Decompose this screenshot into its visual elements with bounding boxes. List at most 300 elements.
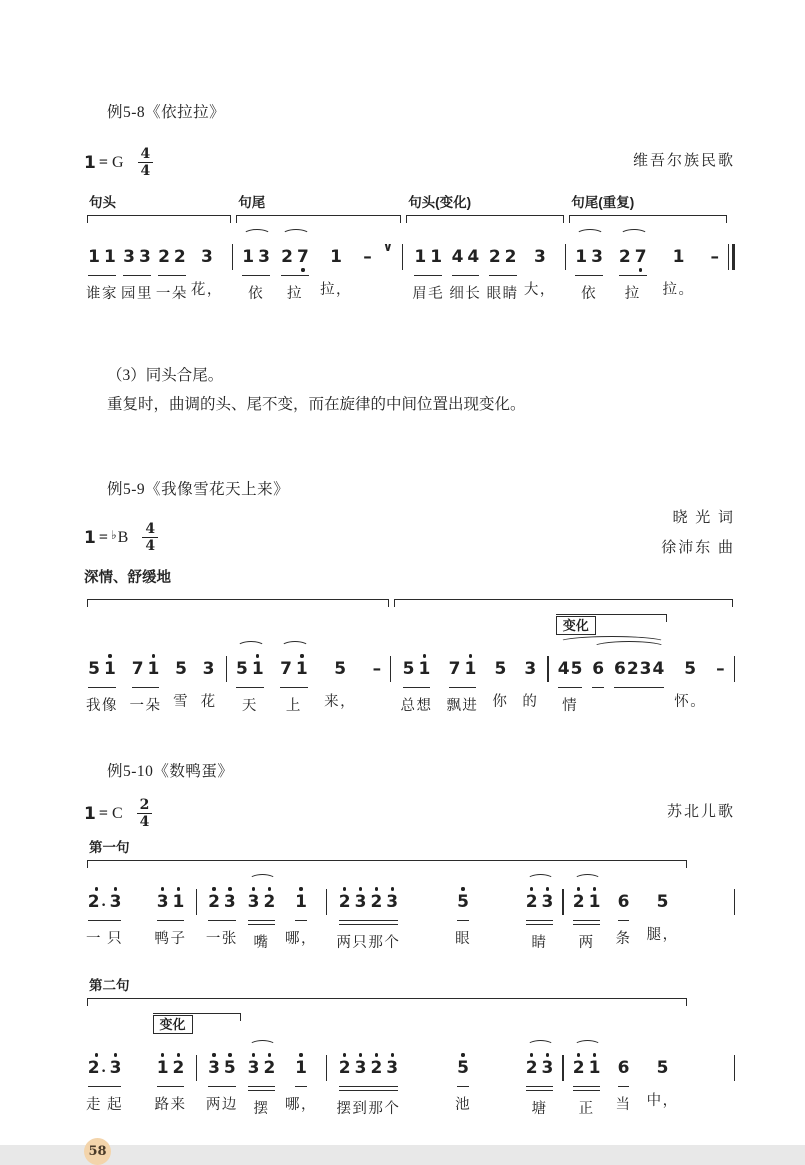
- beam-group: [339, 886, 398, 926]
- duration-underline: [248, 920, 276, 922]
- jianpu-note: [464, 653, 476, 685]
- lyric-syllable: 情: [562, 698, 579, 714]
- duration-underline: [526, 1086, 554, 1088]
- note-number-row: [88, 892, 106, 912]
- beam-group: [242, 241, 270, 277]
- duration-underline: [132, 687, 160, 689]
- jianpu-note: [355, 1052, 367, 1084]
- note-number-row: [297, 247, 309, 267]
- note-number-row: [132, 659, 144, 679]
- lyric-syllable: 依: [581, 286, 598, 302]
- note-row: [684, 653, 696, 685]
- note-number: 2: [370, 1058, 383, 1078]
- lyric-syllable: 嘴: [253, 935, 270, 951]
- note-group: [616, 886, 632, 948]
- note-row: [618, 886, 630, 918]
- note-number-row: [263, 892, 275, 912]
- beam-group: [280, 653, 308, 689]
- note-number: –: [710, 247, 719, 267]
- jianpu-note: [494, 653, 506, 685]
- note-row: [175, 653, 187, 685]
- note-row: [208, 1052, 236, 1084]
- jianpu-note: [242, 241, 254, 273]
- example-5-8-title: 例5-8《依拉拉》: [107, 104, 226, 121]
- note-number: 1: [104, 659, 116, 679]
- jianpu-note: [248, 1052, 260, 1084]
- note-number-row: [383, 237, 393, 257]
- lyric-syllable: 两: [578, 935, 595, 951]
- note-row: [494, 653, 506, 685]
- jianpu-note: [558, 653, 570, 685]
- measure: [84, 872, 196, 948]
- note-number-row: [592, 659, 604, 679]
- note-number-row: [467, 247, 479, 267]
- note-number: 5: [570, 659, 583, 679]
- lyric-syllable: 眼睛: [486, 286, 519, 302]
- lyric-syllable: 依: [248, 286, 265, 302]
- duration-underline: [248, 924, 276, 926]
- measure: [549, 639, 734, 715]
- jianpu-note: [148, 653, 160, 685]
- note-row: [363, 241, 372, 273]
- note-number-row: [248, 892, 260, 912]
- phrase-bracket: [87, 215, 231, 223]
- note-number: 5: [684, 659, 697, 679]
- barline: [734, 656, 735, 682]
- variation-bracket: [153, 1013, 241, 1021]
- note-number-row: [526, 1058, 538, 1078]
- note-number: 5: [88, 659, 100, 679]
- note-number-row: [373, 659, 382, 679]
- note-number-row: [88, 247, 100, 267]
- key-tonic-number: 1: [84, 527, 96, 548]
- high-octave-dot: [177, 1053, 180, 1056]
- note-number-row: [248, 1058, 260, 1078]
- jianpu-note: [104, 241, 116, 273]
- note-number: 1: [104, 247, 116, 267]
- example-5-9-key-row: [84, 503, 735, 587]
- phrase-bracket: [236, 215, 401, 223]
- note-row: [673, 241, 685, 273]
- note-row: [88, 241, 116, 273]
- note-row: [339, 1052, 398, 1084]
- note-number-row: [158, 247, 170, 267]
- note-number: 1: [88, 247, 100, 267]
- jianpu-note: [635, 241, 647, 273]
- key-and-tempo: [84, 503, 171, 587]
- note-number: 1: [330, 247, 342, 267]
- jianpu-note: [123, 241, 135, 273]
- notation-system: [84, 597, 735, 715]
- lyric-syllable: 摆: [253, 1101, 270, 1117]
- beam-group: [618, 1052, 630, 1088]
- note-number-row: [295, 1058, 307, 1078]
- note-number-row: [355, 892, 367, 912]
- key-signature: [84, 797, 152, 830]
- jianpu-note: [339, 886, 351, 918]
- note-group: [526, 1052, 554, 1118]
- body-text-line: 重复时，曲调的头、尾不变，而在旋律的中间位置出现变化。: [107, 396, 526, 413]
- augmentation-dot: .: [101, 1059, 106, 1076]
- note-row: [280, 653, 308, 685]
- note-group: [363, 241, 372, 296]
- note-number-row: [657, 1058, 669, 1078]
- key-signature: [84, 146, 153, 179]
- note-group: [285, 886, 317, 948]
- high-octave-dot: [375, 887, 378, 890]
- jianpu-note: [88, 653, 100, 685]
- lyric-syllable: 天: [241, 698, 258, 714]
- beam-group: [248, 1052, 276, 1092]
- lyric-syllable: 两边: [205, 1097, 238, 1113]
- duration-underline: [573, 920, 601, 922]
- jianpu-note: [157, 886, 169, 918]
- note-row: [526, 1052, 554, 1084]
- variation-label: 变化: [556, 616, 596, 635]
- note-row: [373, 653, 382, 685]
- jianpu-note: [619, 241, 631, 273]
- note-row: [158, 241, 186, 273]
- jianpu-note: [591, 241, 603, 273]
- jianpu-note: [575, 241, 587, 273]
- note-number: 4: [652, 659, 665, 679]
- jianpu-note: [386, 886, 398, 918]
- note-row: [157, 886, 185, 918]
- note-number: 1: [295, 892, 307, 912]
- jianpu-note: [673, 241, 685, 273]
- beam-group: [414, 241, 442, 277]
- note-group: [280, 653, 308, 715]
- jianpu-note: [208, 886, 220, 918]
- note-number: 5: [656, 892, 669, 912]
- lyric-syllable: 花，: [190, 282, 223, 298]
- note-group: [400, 653, 432, 715]
- duration-underline: [457, 920, 469, 922]
- note-number: 3: [541, 1058, 554, 1078]
- note-number-row: [573, 1058, 585, 1078]
- beam-group: [339, 1052, 398, 1092]
- note-number: 2: [626, 659, 639, 679]
- note-row: [208, 886, 236, 918]
- note-number-row: [526, 892, 538, 912]
- note-number: 2: [338, 1058, 351, 1078]
- note-number-row: [653, 659, 665, 679]
- jianpu-note: [457, 886, 469, 918]
- beam-group: [673, 241, 685, 273]
- note-number-row: [295, 892, 307, 912]
- high-octave-dot: [530, 887, 533, 890]
- high-octave-dot: [299, 887, 302, 890]
- notation-system: [84, 976, 735, 1118]
- note-number-row: [252, 659, 264, 679]
- lyric-syllable: 上: [285, 698, 302, 714]
- note-number: 3: [386, 1058, 399, 1078]
- note-group: [573, 1052, 601, 1118]
- jianpu-note: [110, 886, 122, 918]
- note-number: 3: [639, 659, 652, 679]
- beam-group: [684, 653, 696, 685]
- jianpu-note: [104, 653, 116, 685]
- note-group: [524, 241, 556, 299]
- note-number-row: [494, 659, 506, 679]
- duration-underline: [88, 920, 122, 922]
- jianpu-note: [158, 241, 170, 273]
- note-row: [573, 1052, 601, 1084]
- credit-block: [633, 146, 735, 176]
- beam-group: [716, 653, 725, 685]
- note-number-row: [489, 247, 501, 267]
- note-number: 4: [467, 247, 480, 267]
- note-number-row: [203, 659, 215, 679]
- note-number-row: [104, 247, 116, 267]
- key-tonic-letter: C: [111, 804, 123, 822]
- duration-underline: [573, 1090, 601, 1092]
- measure: [327, 1038, 562, 1118]
- beam-group: [88, 241, 116, 277]
- duration-underline: [339, 1086, 398, 1088]
- note-group: [285, 1052, 317, 1114]
- octave-dot-slot-low: [301, 267, 304, 273]
- note-group: [336, 1052, 400, 1118]
- page-number-badge: [84, 1138, 111, 1165]
- note-group: [449, 241, 481, 303]
- beam-group: [575, 241, 603, 277]
- notation-system: [84, 193, 735, 303]
- beam-group: [236, 653, 264, 689]
- note-group: [575, 241, 603, 303]
- phrase-bracket: [394, 599, 732, 607]
- measure: [84, 1038, 196, 1114]
- note-group: [155, 886, 187, 948]
- lyric-syllable: 腿，: [646, 927, 679, 943]
- jianpu-note: [173, 1052, 185, 1084]
- note-number: 5: [175, 659, 187, 679]
- note-number-row: [370, 1058, 382, 1078]
- note-group: [522, 653, 538, 711]
- duration-underline: [208, 1086, 236, 1088]
- note-number: 5: [457, 892, 469, 912]
- jianpu-note: [386, 1052, 398, 1084]
- note-number-row: [571, 659, 583, 679]
- note-number: 1: [156, 1058, 169, 1078]
- key-signature: [84, 521, 171, 554]
- jianpu-note: [589, 1052, 601, 1084]
- duration-underline: [618, 1086, 630, 1088]
- lyric-syllable: 一 只: [86, 931, 124, 947]
- note-row: [334, 653, 346, 685]
- jianpu-note: [295, 886, 307, 918]
- note-row: [123, 241, 151, 273]
- credit-block: [661, 503, 735, 563]
- note-number: 5: [402, 659, 415, 679]
- example-5-9-title: 例5-9《我像雪花天上来》: [107, 481, 290, 498]
- jianpu-note: [174, 241, 186, 273]
- note-number-row: [386, 1058, 398, 1078]
- note-number-row: [635, 247, 647, 267]
- high-octave-dot: [95, 1053, 98, 1056]
- jianpu-note: [236, 653, 248, 685]
- note-number-row: [575, 247, 587, 267]
- duration-underline: [242, 275, 270, 277]
- jianpu-note: [224, 886, 236, 918]
- note-number-row: [339, 1058, 351, 1078]
- duration-underline: [248, 1090, 276, 1092]
- high-octave-dot: [161, 887, 164, 890]
- duration-underline: [157, 1086, 185, 1088]
- credit-block: [667, 797, 735, 827]
- beam-group: [614, 653, 664, 689]
- duration-underline: [295, 920, 307, 922]
- note-group: [281, 241, 309, 303]
- jianpu-note: [295, 1052, 307, 1084]
- note-group: [716, 653, 725, 708]
- duration-underline: [248, 1086, 276, 1088]
- high-octave-dot: [469, 654, 472, 657]
- meter-numerator: 4: [142, 521, 158, 538]
- note-number: 2: [525, 1058, 538, 1078]
- jianpu-note: [614, 653, 626, 685]
- note-number: 1: [414, 247, 427, 267]
- note-number: 2: [618, 247, 631, 267]
- lyric-syllable: 总想: [400, 698, 433, 714]
- measure: [564, 872, 688, 952]
- meter-denominator: 4: [145, 538, 156, 554]
- lyric-syllable: 我像: [86, 698, 118, 714]
- high-octave-dot: [300, 654, 303, 657]
- note-number: 7: [297, 247, 309, 267]
- note-row: [281, 241, 309, 273]
- note-group: [248, 1052, 276, 1118]
- note-row: [716, 653, 725, 685]
- beam-group: [330, 241, 342, 273]
- note-number-row: [175, 659, 187, 679]
- jianpu-note: [248, 886, 260, 918]
- duration-underline: [208, 920, 236, 922]
- note-number-row: [542, 892, 554, 912]
- beam-group: [203, 653, 215, 685]
- measure: [391, 639, 547, 715]
- high-octave-dot: [252, 1053, 255, 1056]
- note-number-row: [157, 1058, 169, 1078]
- note-number-row: [505, 247, 517, 267]
- jianpu-note: [573, 1052, 585, 1084]
- staff-row: [84, 639, 735, 715]
- note-row: [201, 241, 213, 273]
- high-octave-dot: [593, 887, 596, 890]
- duration-underline: [414, 275, 442, 277]
- note-number: 3: [109, 1058, 122, 1078]
- note-group: [455, 886, 471, 948]
- note-number-row: [640, 659, 652, 679]
- note-number: 2: [173, 247, 186, 267]
- beam-group: [457, 1052, 469, 1088]
- note-group: [156, 241, 188, 303]
- note-number-row: [573, 892, 585, 912]
- lyric-syllable: 雪: [173, 694, 190, 710]
- jianpu-note: [201, 241, 213, 273]
- high-octave-dot: [114, 1053, 117, 1056]
- note-group: [242, 241, 270, 303]
- jianpu-note: [203, 653, 215, 685]
- lyric-syllable: 拉，: [320, 282, 353, 298]
- lyric-syllable: 的: [522, 694, 539, 710]
- lyric-syllable: 哪，: [285, 1097, 318, 1113]
- jianpu-note: [297, 241, 309, 273]
- duration-underline: [526, 924, 554, 926]
- note-number-row: [148, 659, 160, 679]
- phrase-label: 句头(变化): [408, 195, 472, 210]
- duration-underline: [558, 687, 583, 689]
- lyric-syllable: 花: [200, 694, 217, 710]
- duration-underline: [281, 275, 309, 277]
- note-number-row: [589, 892, 601, 912]
- phrase-label: 句头: [89, 195, 116, 210]
- beam-group: [573, 886, 601, 926]
- lyric-syllable: 池: [455, 1097, 472, 1113]
- jianpu-note: [640, 653, 652, 685]
- measure: [84, 227, 232, 303]
- beam-group: [619, 241, 647, 277]
- duration-underline: [573, 924, 601, 926]
- note-number: 7: [634, 247, 647, 267]
- lyric-syllable: 眼: [455, 931, 472, 947]
- note-group: [412, 241, 444, 303]
- jianpu-note: [88, 886, 106, 918]
- note-number: 2: [281, 247, 293, 267]
- note-group: [130, 653, 162, 715]
- high-octave-dot: [152, 654, 155, 657]
- note-number: 2: [370, 892, 383, 912]
- note-row: [403, 653, 431, 685]
- note-row: [575, 241, 603, 273]
- note-group: [674, 653, 706, 711]
- high-octave-dot: [391, 1053, 394, 1056]
- duration-underline: [489, 275, 517, 277]
- phrase-bracket: [406, 215, 564, 223]
- note-number-row: [281, 247, 293, 267]
- note-number: 1: [430, 247, 443, 267]
- note-group: [573, 886, 601, 952]
- note-number: 1: [672, 247, 685, 267]
- note-number-row: [263, 1058, 275, 1078]
- measure: [327, 872, 562, 952]
- note-number: 2: [263, 1058, 276, 1078]
- note-number: 2: [572, 1058, 585, 1078]
- note-row: [573, 886, 601, 918]
- note-number-row: [224, 892, 236, 912]
- lyric-syllable: 眉毛: [412, 286, 445, 302]
- note-number: 1: [575, 247, 588, 267]
- note-group: [647, 886, 679, 944]
- note-row: [710, 241, 719, 273]
- variation-label: 变化: [153, 1015, 193, 1034]
- note-number: 1: [172, 892, 185, 912]
- duration-underline: [339, 924, 398, 926]
- note-group: [487, 241, 519, 303]
- jianpu-note: [573, 886, 585, 918]
- note-group: [619, 241, 647, 303]
- note-number: 2: [488, 247, 501, 267]
- barline: [734, 1055, 735, 1081]
- note-number-row: [224, 1058, 236, 1078]
- beam-group: [373, 653, 382, 685]
- note-number-row: [208, 1058, 220, 1078]
- beam-group: [132, 653, 160, 689]
- note-group: [173, 653, 189, 711]
- note-number: 3: [123, 247, 135, 267]
- jianpu-note: [334, 653, 346, 685]
- equals-sign: =: [98, 804, 108, 822]
